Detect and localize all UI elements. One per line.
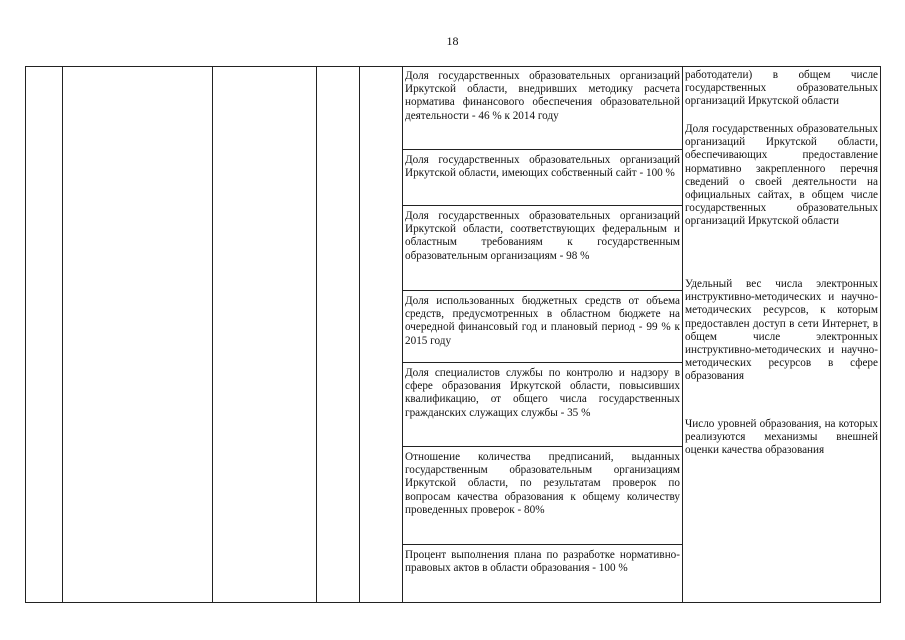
target-indicator-text: Число уровней образования, на которых реализуются механизмы внешней оценки качества образования	[685, 418, 878, 457]
indicator-cell: Доля государственных образовательных организаций Иркутской области, имеющих собственный сайт - 100 %	[405, 154, 680, 180]
indicator-cell: Доля государственных образовательных организаций Иркутской области, внедривших методику расчета норматива финансового обеспечения образовательной деятельности - 46 % к 2014 году	[405, 70, 680, 122]
column-line	[359, 66, 360, 603]
indicator-cell: Доля специалистов службы по контролю и надзору в сфере образования Иркутской области, повысивших квалификацию, от общего числа государственных гражданских служащих службы - 35 %	[405, 367, 680, 419]
column-line	[682, 66, 683, 603]
column-line	[316, 66, 317, 603]
indicator-cell: Процент выполнения плана по разработке нормативно-правовых актов в области образования - 100 %	[405, 549, 680, 575]
row-divider	[402, 446, 683, 447]
row-divider	[402, 290, 683, 291]
indicator-cell: Доля государственных образовательных организаций Иркутской области, соответствующих федеральным и областным требованиям к государственным образовательным организациям - 98 %	[405, 210, 680, 262]
row-divider	[402, 149, 683, 150]
table-top-border	[25, 66, 881, 67]
row-divider	[402, 205, 683, 206]
table-bottom-border	[25, 602, 881, 603]
column-line	[62, 66, 63, 603]
indicator-cell: Доля использованных бюджетных средств от объема средств, предусмотренных в областном бюджете на очередной финансовый год и плановый период - 99 % к 2015 году	[405, 295, 680, 347]
target-indicator-text: Удельный вес числа электронных инструктивно-методических и научно-методических ресурсов, к которым предоставлен доступ в сети Интернет, в общем числе электронных инструктивно-методических и научно-методических ресурсов в сфере образования	[685, 278, 878, 383]
row-divider	[402, 544, 683, 545]
page-number: 18	[446, 34, 459, 48]
column-line	[25, 66, 26, 603]
column-line	[880, 66, 881, 603]
column-line	[212, 66, 213, 603]
target-indicator-text: работодатели) в общем числе государственных образовательных организаций Иркутской области	[685, 69, 878, 108]
column-line	[402, 66, 403, 603]
target-indicator-text: Доля государственных образовательных организаций Иркутской области, обеспечивающих предоставление нормативно закрепленного перечня сведений о своей деятельности на официальных сайтах, в общем числе государственных образовательных организаций Иркутской области	[685, 123, 878, 228]
indicator-cell: Отношение количества предписаний, выданных государственным образовательным организациям Иркутской области, по результатам проверок по вопросам качества образования к общему количеству проведенных проверок - 80%	[405, 451, 680, 516]
row-divider	[402, 362, 683, 363]
